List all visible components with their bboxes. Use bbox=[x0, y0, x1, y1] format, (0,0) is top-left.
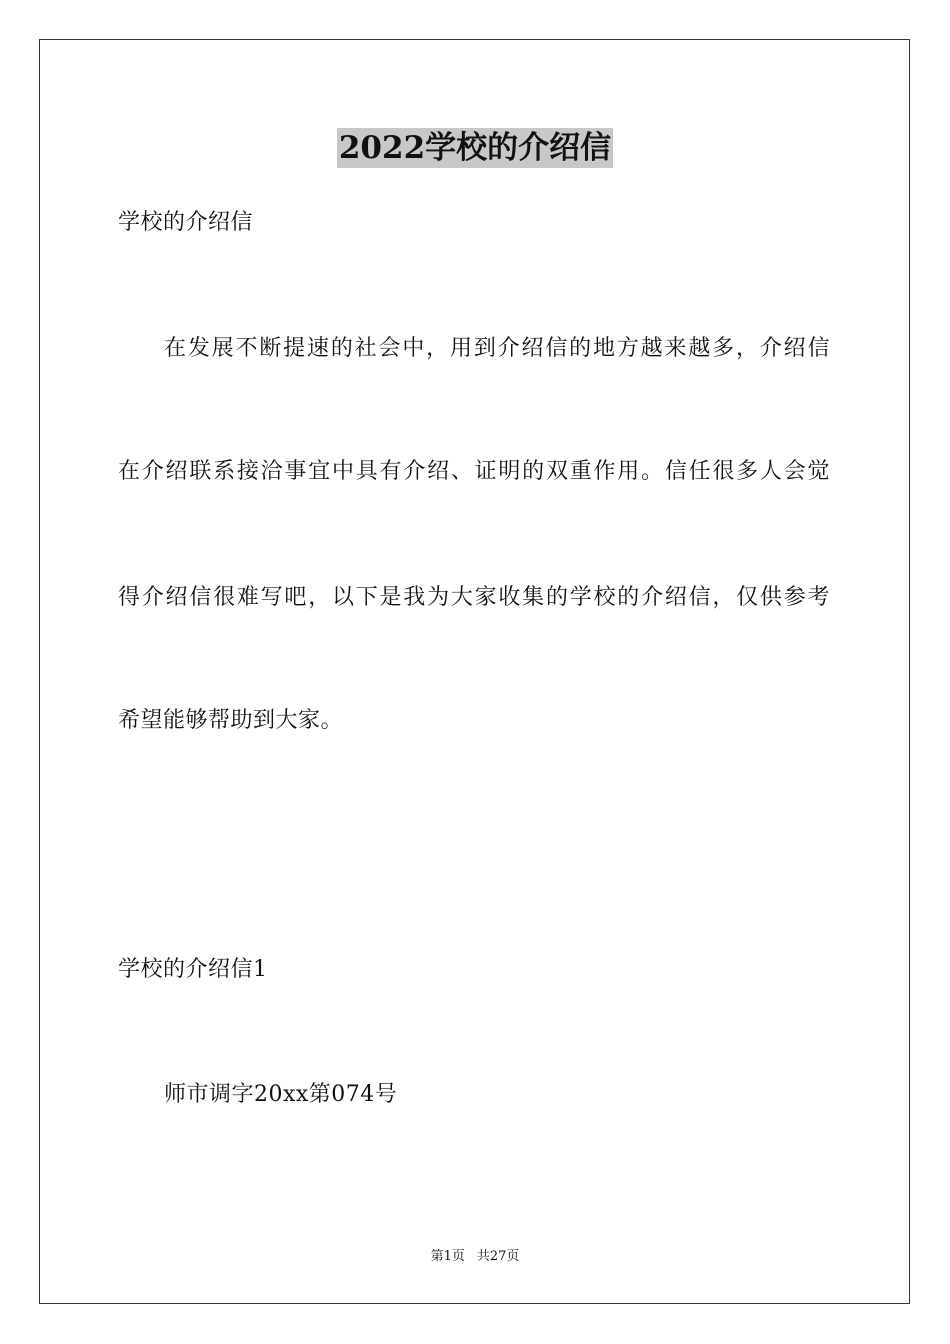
page-number: 第1页 bbox=[430, 1249, 465, 1264]
page-footer bbox=[0, 1248, 950, 1266]
paragraph-line-2: 在介绍联系接洽事宜中具有介绍、证明的双重作用。信任很多人会觉 bbox=[118, 459, 830, 484]
section-heading: 学校的介绍信1 bbox=[118, 957, 268, 982]
subtitle-line: 学校的介绍信 bbox=[118, 210, 254, 235]
paragraph-line-4: 希望能够帮助到大家。 bbox=[118, 708, 344, 733]
title-container bbox=[0, 128, 950, 168]
paragraph-line-1: 在发展不断提速的社会中，用到介绍信的地方越来越多，介绍信 bbox=[164, 336, 830, 361]
document-title: 2022学校的介绍信 bbox=[338, 130, 612, 166]
total-pages: 共27页 bbox=[476, 1249, 520, 1264]
paragraph-line-3: 得介绍信很难写吧，以下是我为大家收集的学校的介绍信，仅供参考 bbox=[118, 585, 830, 610]
reference-number: 师市调字20xx第074号 bbox=[164, 1082, 398, 1107]
